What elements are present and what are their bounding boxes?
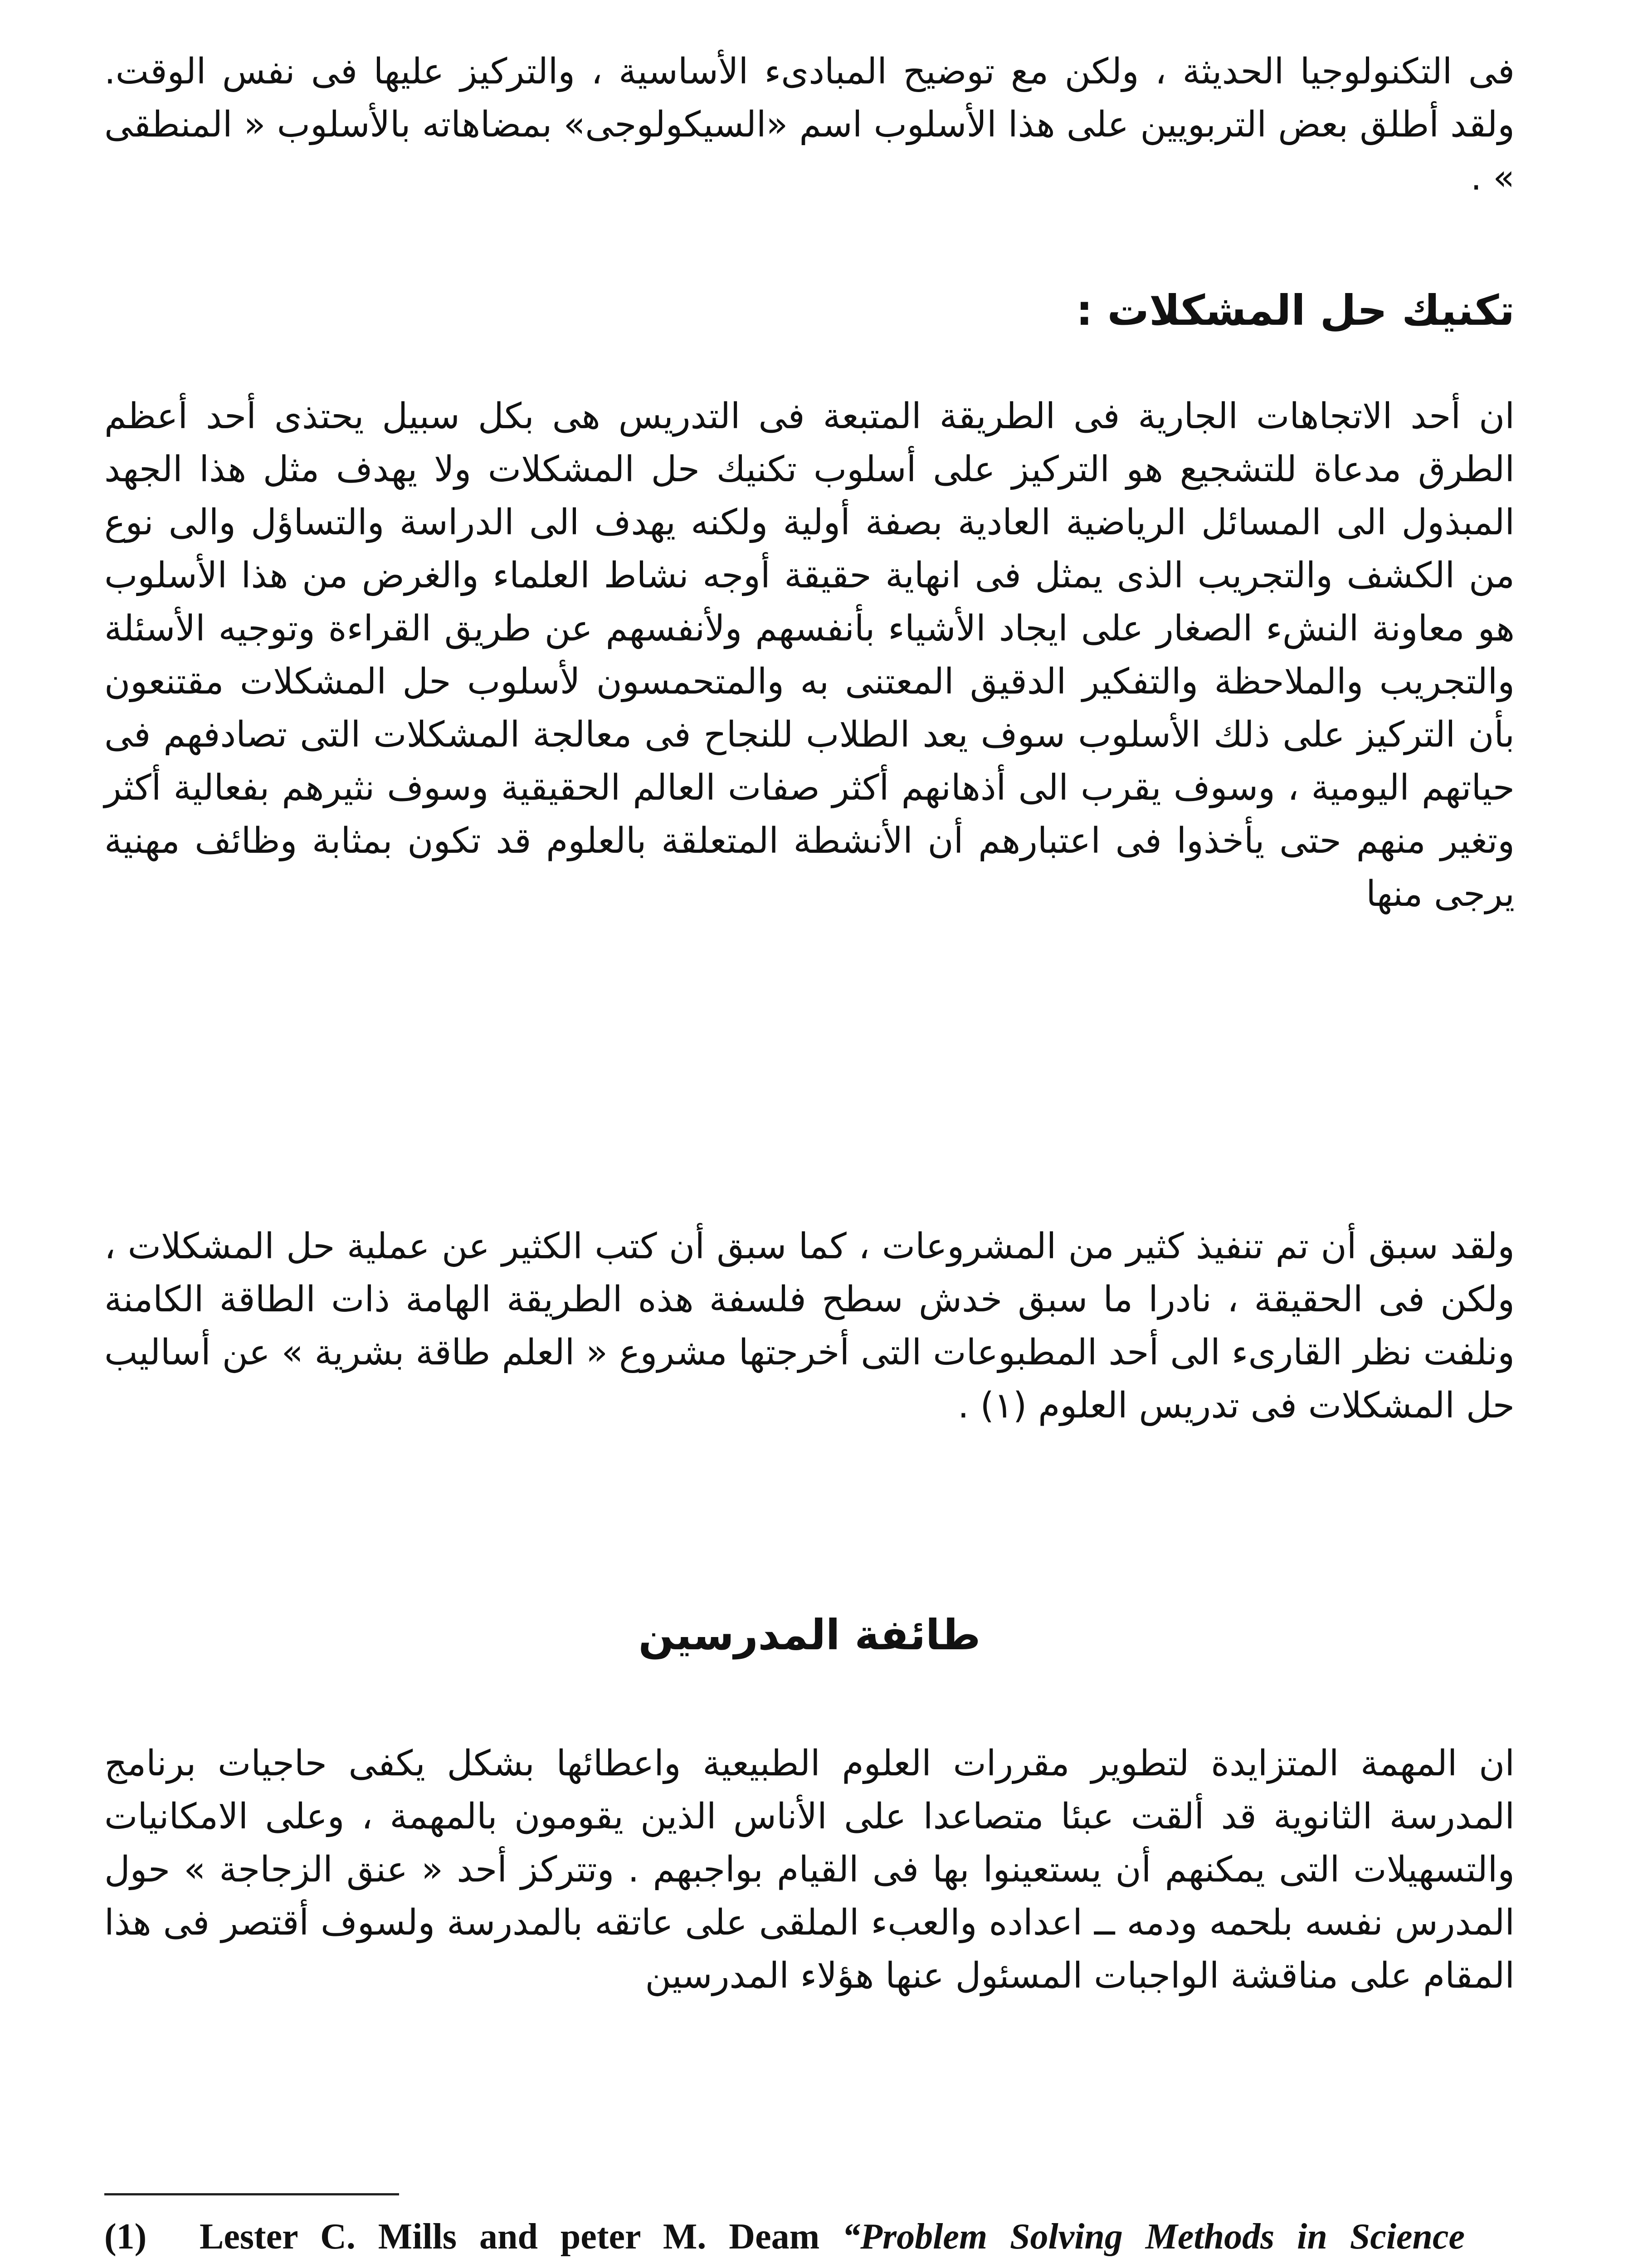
footnote-number: (1) — [104, 2217, 147, 2257]
paragraph-projects — [104, 1220, 1515, 1432]
intro-paragraph: فى التكنولوجيا الحديثة ، ولكن مع توضيح المبادىء الأساسية ، والتركيز عليها فى نفس الوقت. ولقد أطلق بعض التربويين على هذا الأسلوب اسم «السيكولوجى» بمضاهاته بالأسلوب « المنطقى » . — [104, 51, 1515, 198]
paragraph-3-text: ان المهمة المتزايدة لتطوير مقررات العلوم الطبيعية واعطائها بشكل يكفى حاجيات برنامج المدرسة الثانوية قد ألقت عبئا متصاعدا على الأناس الذين يقومون بالمهمة ، وعلى الامكانيات والتسهيلات التى يمكنهم أن يستعينوا بها فى القيام بواجبهم . وتتركز أحد « عنق الزجاجة » حول المدرس نفسه بلحمه ودمه ــ اعداده والعبء الملقى على عاتقه بالمدرسة ولسوف أقتصر فى هذا المقام على مناقشة الواجبات المسئول عنها هؤلاء المدرسين — [104, 1743, 1515, 1996]
paragraph-teachers — [104, 1737, 1515, 2003]
footnote-authors: Lester C. Mills and peter M. Deam — [200, 2217, 820, 2257]
paragraph-2-text: ولقد سبق أن تم تنفيذ كثير من المشروعات ، كما سبق أن كتب الكثير عن عملية حل المشكلات ، ولكن فى الحقيقة ، نادرا ما سبق خدش سطح فلسفة هذه الطريقة الهامة ذات الطاقة الكامنة ونلفت نظر القارىء الى أحد المطبوعات التى أخرجتها مشروع « العلم طاقة بشرية » عن أساليب حل المشكلات فى تدريس العلوم (١) . — [104, 1226, 1515, 1426]
section-heading-teachers: طائفة المدرسين — [638, 1611, 981, 1659]
paragraph-1-text: ان أحد الاتجاهات الجارية فى الطريقة المتبعة فى التدريس هى بكل سبيل يحتذى أحد أعظم الطرق مدعاة للتشجيع هو التركيز على أسلوب تكنيك حل المشكلات ولا يهدف مثل هذا الجهد المبذول الى المسائل الرياضية العادية بصفة أولية ولكنه يهدف الى الدراسة والتساؤل والى نوع من الكشف والتجريب الذى يمثل فى انهاية حقيقة أوجه نشاط العلماء والغرض من هذا الأسلوب هو معاونة النشء الصغار على ايجاد الأشياء بأنفسهم ولأنفسهم عن طريق القراءة وتوجيه الأسئلة والتجريب والملاحظة والتفكير الدقيق المعتنى به والمتحمسون لأسلوب حل المشكلات مقتنعون بأن التركيز على ذلك الأسلوب سوف يعد الطلاب للنجاح فى معالجة المشكلات التى تصادفهم فى حياتهم اليومية ، وسوف يقرب الى أذهانهم أكثر صفات العالم الحقيقية وسوف نثيرهم بفعالية أكثر وتغير منهم حتى يأخذوا فى اعتبارهم أن الأنشطة المتعلقة بالعلوم قد تكون بمثابة وظائف مهنية يرجى منها — [104, 396, 1515, 914]
paragraph-problem-solving — [104, 390, 1515, 921]
section-heading-problem-solving: تكنيك حل المشكلات : — [1076, 286, 1515, 335]
footnote-body — [200, 2209, 1465, 2268]
footnote-divider — [104, 2193, 399, 2195]
document-page — [104, 27, 1515, 2268]
footnote — [104, 2209, 1465, 2268]
footnote-title: “Problem Solving Methods in Science — [842, 2217, 1465, 2257]
